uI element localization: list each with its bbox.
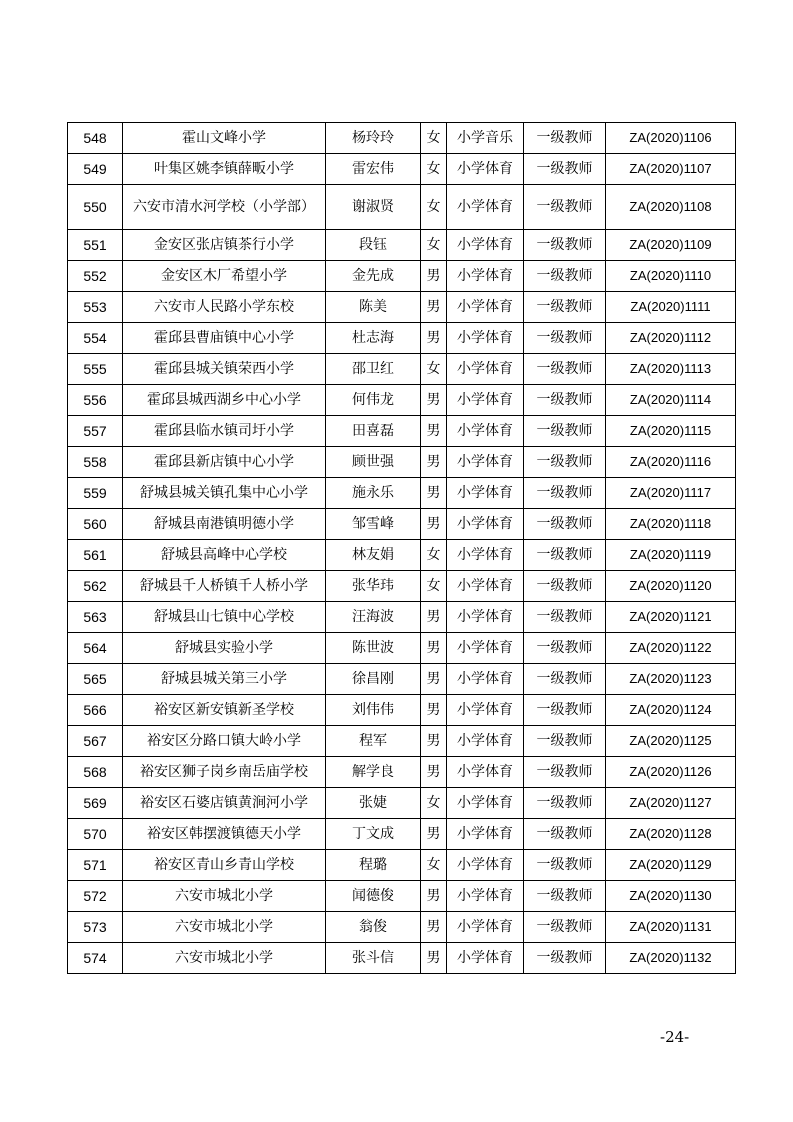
title-level: 一级教师 [524, 185, 606, 230]
table-body [68, 123, 736, 974]
certificate-code: ZA(2020)1125 [606, 726, 736, 757]
row-number: 564 [68, 633, 123, 664]
table-row [68, 478, 736, 509]
title-level: 一级教师 [524, 571, 606, 602]
certificate-code: ZA(2020)1115 [606, 416, 736, 447]
row-number: 560 [68, 509, 123, 540]
school-name: 舒城县城关第三小学 [123, 664, 326, 695]
row-number: 563 [68, 602, 123, 633]
gender: 男 [421, 943, 447, 974]
teacher-name: 陈世波 [326, 633, 421, 664]
gender: 男 [421, 509, 447, 540]
gender: 女 [421, 850, 447, 881]
table-row [68, 695, 736, 726]
gender: 男 [421, 323, 447, 354]
title-level: 一级教师 [524, 881, 606, 912]
teacher-name: 施永乐 [326, 478, 421, 509]
title-level: 一级教师 [524, 354, 606, 385]
teacher-name: 顾世强 [326, 447, 421, 478]
table-row [68, 230, 736, 261]
table-row [68, 571, 736, 602]
title-level: 一级教师 [524, 943, 606, 974]
school-name: 霍邱县城关镇荣西小学 [123, 354, 326, 385]
table-row [68, 881, 736, 912]
gender: 男 [421, 385, 447, 416]
table-row [68, 509, 736, 540]
teacher-name: 程军 [326, 726, 421, 757]
gender: 女 [421, 185, 447, 230]
teacher-name: 金先成 [326, 261, 421, 292]
subject: 小学体育 [447, 633, 524, 664]
table-row [68, 943, 736, 974]
teacher-name: 陈美 [326, 292, 421, 323]
school-name: 裕安区新安镇新圣学校 [123, 695, 326, 726]
teacher-name: 杨玲玲 [326, 123, 421, 154]
school-name: 六安市人民路小学东校 [123, 292, 326, 323]
row-number: 559 [68, 478, 123, 509]
school-name: 霍邱县临水镇司圩小学 [123, 416, 326, 447]
certificate-code: ZA(2020)1119 [606, 540, 736, 571]
subject: 小学体育 [447, 943, 524, 974]
gender: 男 [421, 881, 447, 912]
gender: 男 [421, 602, 447, 633]
subject: 小学体育 [447, 571, 524, 602]
title-level: 一级教师 [524, 416, 606, 447]
school-name: 舒城县实验小学 [123, 633, 326, 664]
certificate-code: ZA(2020)1132 [606, 943, 736, 974]
teacher-name: 闻德俊 [326, 881, 421, 912]
table-row [68, 850, 736, 881]
row-number: 552 [68, 261, 123, 292]
gender: 男 [421, 912, 447, 943]
row-number: 566 [68, 695, 123, 726]
row-number: 574 [68, 943, 123, 974]
gender: 男 [421, 726, 447, 757]
teacher-name: 何伟龙 [326, 385, 421, 416]
teacher-name: 徐昌刚 [326, 664, 421, 695]
table-row [68, 185, 736, 230]
table-row [68, 447, 736, 478]
row-number: 556 [68, 385, 123, 416]
teacher-name: 张斗信 [326, 943, 421, 974]
school-name: 金安区张店镇茶行小学 [123, 230, 326, 261]
title-level: 一级教师 [524, 602, 606, 633]
subject: 小学体育 [447, 819, 524, 850]
gender: 女 [421, 230, 447, 261]
title-level: 一级教师 [524, 540, 606, 571]
table-row [68, 757, 736, 788]
row-number: 554 [68, 323, 123, 354]
school-name: 霍邱县曹庙镇中心小学 [123, 323, 326, 354]
row-number: 550 [68, 185, 123, 230]
subject: 小学体育 [447, 540, 524, 571]
title-level: 一级教师 [524, 478, 606, 509]
title-level: 一级教师 [524, 447, 606, 478]
table-row [68, 123, 736, 154]
school-name: 六安市城北小学 [123, 943, 326, 974]
certificate-code: ZA(2020)1114 [606, 385, 736, 416]
subject: 小学体育 [447, 788, 524, 819]
gender: 女 [421, 123, 447, 154]
row-number: 557 [68, 416, 123, 447]
school-name: 舒城县南港镇明德小学 [123, 509, 326, 540]
certificate-code: ZA(2020)1109 [606, 230, 736, 261]
teacher-list-table [67, 122, 736, 974]
school-name: 裕安区狮子岗乡南岳庙学校 [123, 757, 326, 788]
title-level: 一级教师 [524, 385, 606, 416]
subject: 小学体育 [447, 154, 524, 185]
row-number: 562 [68, 571, 123, 602]
gender: 男 [421, 261, 447, 292]
table-row [68, 633, 736, 664]
title-level: 一级教师 [524, 664, 606, 695]
subject: 小学体育 [447, 726, 524, 757]
subject: 小学体育 [447, 261, 524, 292]
teacher-name: 丁文成 [326, 819, 421, 850]
teacher-name: 段钰 [326, 230, 421, 261]
certificate-code: ZA(2020)1113 [606, 354, 736, 385]
subject: 小学体育 [447, 478, 524, 509]
certificate-code: ZA(2020)1106 [606, 123, 736, 154]
table-row [68, 819, 736, 850]
title-level: 一级教师 [524, 323, 606, 354]
gender: 男 [421, 757, 447, 788]
table-row [68, 261, 736, 292]
table-row [68, 323, 736, 354]
school-name: 叶集区姚李镇薛畈小学 [123, 154, 326, 185]
table-row [68, 540, 736, 571]
row-number: 569 [68, 788, 123, 819]
school-name: 六安市城北小学 [123, 881, 326, 912]
title-level: 一级教师 [524, 509, 606, 540]
subject: 小学体育 [447, 912, 524, 943]
gender: 男 [421, 633, 447, 664]
title-level: 一级教师 [524, 850, 606, 881]
title-level: 一级教师 [524, 726, 606, 757]
subject: 小学体育 [447, 602, 524, 633]
table-row [68, 664, 736, 695]
certificate-code: ZA(2020)1111 [606, 292, 736, 323]
gender: 男 [421, 695, 447, 726]
school-name: 舒城县城关镇孔集中心小学 [123, 478, 326, 509]
certificate-code: ZA(2020)1122 [606, 633, 736, 664]
row-number: 551 [68, 230, 123, 261]
subject: 小学体育 [447, 292, 524, 323]
school-name: 霍邱县新店镇中心小学 [123, 447, 326, 478]
certificate-code: ZA(2020)1112 [606, 323, 736, 354]
subject: 小学体育 [447, 881, 524, 912]
school-name: 霍山文峰小学 [123, 123, 326, 154]
row-number: 565 [68, 664, 123, 695]
table-row [68, 292, 736, 323]
table-row [68, 726, 736, 757]
teacher-name: 邵卫红 [326, 354, 421, 385]
school-name: 裕安区青山乡青山学校 [123, 850, 326, 881]
title-level: 一级教师 [524, 123, 606, 154]
subject: 小学体育 [447, 447, 524, 478]
certificate-code: ZA(2020)1130 [606, 881, 736, 912]
teacher-name: 张华玮 [326, 571, 421, 602]
subject: 小学体育 [447, 323, 524, 354]
certificate-code: ZA(2020)1126 [606, 757, 736, 788]
teacher-name: 汪海波 [326, 602, 421, 633]
certificate-code: ZA(2020)1121 [606, 602, 736, 633]
gender: 男 [421, 416, 447, 447]
row-number: 553 [68, 292, 123, 323]
certificate-code: ZA(2020)1127 [606, 788, 736, 819]
teacher-name: 杜志海 [326, 323, 421, 354]
row-number: 570 [68, 819, 123, 850]
certificate-code: ZA(2020)1120 [606, 571, 736, 602]
certificate-code: ZA(2020)1123 [606, 664, 736, 695]
table-row [68, 154, 736, 185]
certificate-code: ZA(2020)1129 [606, 850, 736, 881]
school-name: 裕安区石婆店镇黄涧河小学 [123, 788, 326, 819]
title-level: 一级教师 [524, 154, 606, 185]
school-name: 霍邱县城西湖乡中心小学 [123, 385, 326, 416]
subject: 小学体育 [447, 385, 524, 416]
subject: 小学体育 [447, 416, 524, 447]
subject: 小学体育 [447, 664, 524, 695]
gender: 女 [421, 788, 447, 819]
teacher-name: 雷宏伟 [326, 154, 421, 185]
school-name: 舒城县高峰中心学校 [123, 540, 326, 571]
title-level: 一级教师 [524, 261, 606, 292]
row-number: 548 [68, 123, 123, 154]
subject: 小学音乐 [447, 123, 524, 154]
title-level: 一级教师 [524, 230, 606, 261]
title-level: 一级教师 [524, 819, 606, 850]
row-number: 573 [68, 912, 123, 943]
teacher-name: 张婕 [326, 788, 421, 819]
subject: 小学体育 [447, 757, 524, 788]
table-row [68, 385, 736, 416]
gender: 女 [421, 154, 447, 185]
school-name: 金安区木厂希望小学 [123, 261, 326, 292]
title-level: 一级教师 [524, 695, 606, 726]
school-name: 舒城县山七镇中心学校 [123, 602, 326, 633]
table-row [68, 354, 736, 385]
title-level: 一级教师 [524, 633, 606, 664]
school-name: 六安市城北小学 [123, 912, 326, 943]
gender: 男 [421, 819, 447, 850]
row-number: 572 [68, 881, 123, 912]
subject: 小学体育 [447, 185, 524, 230]
gender: 男 [421, 478, 447, 509]
gender: 女 [421, 571, 447, 602]
row-number: 568 [68, 757, 123, 788]
teacher-name: 翁俊 [326, 912, 421, 943]
certificate-code: ZA(2020)1131 [606, 912, 736, 943]
teacher-name: 邹雪峰 [326, 509, 421, 540]
subject: 小学体育 [447, 354, 524, 385]
subject: 小学体育 [447, 230, 524, 261]
teacher-name: 程璐 [326, 850, 421, 881]
certificate-code: ZA(2020)1128 [606, 819, 736, 850]
certificate-code: ZA(2020)1118 [606, 509, 736, 540]
certificate-code: ZA(2020)1124 [606, 695, 736, 726]
gender: 男 [421, 664, 447, 695]
row-number: 561 [68, 540, 123, 571]
row-number: 549 [68, 154, 123, 185]
subject: 小学体育 [447, 850, 524, 881]
certificate-code: ZA(2020)1107 [606, 154, 736, 185]
gender: 男 [421, 447, 447, 478]
gender: 男 [421, 292, 447, 323]
certificate-code: ZA(2020)1117 [606, 478, 736, 509]
certificate-code: ZA(2020)1110 [606, 261, 736, 292]
row-number: 567 [68, 726, 123, 757]
table-row [68, 416, 736, 447]
title-level: 一级教师 [524, 757, 606, 788]
row-number: 558 [68, 447, 123, 478]
school-name: 裕安区韩摆渡镇德天小学 [123, 819, 326, 850]
table-row [68, 602, 736, 633]
gender: 女 [421, 354, 447, 385]
table-row [68, 788, 736, 819]
certificate-code: ZA(2020)1116 [606, 447, 736, 478]
row-number: 555 [68, 354, 123, 385]
title-level: 一级教师 [524, 912, 606, 943]
subject: 小学体育 [447, 695, 524, 726]
teacher-name: 林友娟 [326, 540, 421, 571]
teacher-name: 解学良 [326, 757, 421, 788]
school-name: 舒城县千人桥镇千人桥小学 [123, 571, 326, 602]
title-level: 一级教师 [524, 788, 606, 819]
school-name: 六安市清水河学校（小学部） [123, 185, 326, 230]
school-name: 裕安区分路口镇大岭小学 [123, 726, 326, 757]
table-row [68, 912, 736, 943]
certificate-code: ZA(2020)1108 [606, 185, 736, 230]
teacher-name: 谢淑贤 [326, 185, 421, 230]
teacher-name: 刘伟伟 [326, 695, 421, 726]
row-number: 571 [68, 850, 123, 881]
gender: 女 [421, 540, 447, 571]
subject: 小学体育 [447, 509, 524, 540]
teacher-name: 田喜磊 [326, 416, 421, 447]
title-level: 一级教师 [524, 292, 606, 323]
page-number: -24- [660, 1028, 690, 1046]
